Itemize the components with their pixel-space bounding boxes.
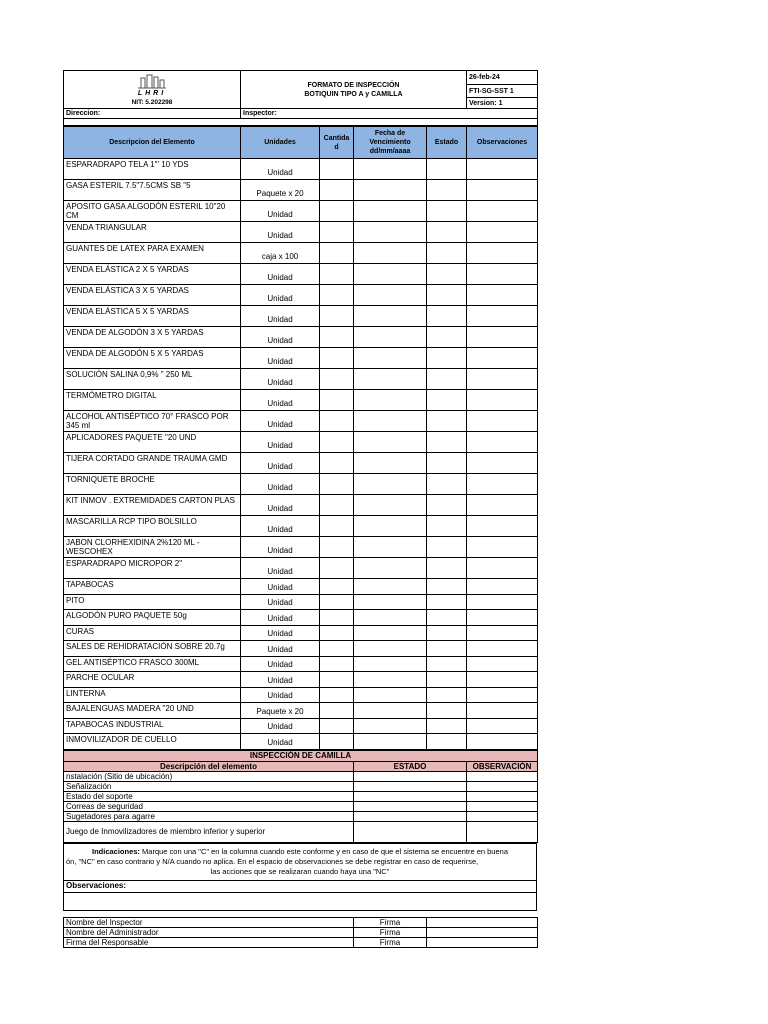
form-date: 26-feb-24 — [467, 71, 538, 85]
item-estado-cell[interactable] — [427, 537, 467, 558]
item-cantidad-cell[interactable] — [320, 180, 354, 201]
item-cantidad-cell[interactable] — [320, 285, 354, 306]
item-description: APLICADORES PAQUETE "20 UND — [64, 432, 241, 453]
item-unit: Unidad — [241, 159, 320, 180]
camilla-estado-cell[interactable] — [354, 811, 467, 821]
firma-signature-cell[interactable] — [427, 937, 538, 947]
camilla-row — [64, 801, 538, 811]
form-title — [241, 71, 467, 109]
item-fecha-cell[interactable] — [354, 734, 427, 750]
item-estado-cell[interactable] — [427, 348, 467, 369]
camilla-observacion-cell[interactable] — [467, 781, 538, 791]
item-estado-cell[interactable] — [427, 180, 467, 201]
item-cantidad-cell[interactable] — [320, 734, 354, 750]
item-row — [64, 656, 538, 672]
item-unit: caja x 100 — [241, 243, 320, 264]
item-row — [64, 306, 538, 327]
item-cantidad-cell[interactable] — [320, 537, 354, 558]
col-descripcion: Descripcion del Elemento — [64, 127, 241, 159]
camilla-observacion-cell[interactable] — [467, 801, 538, 811]
item-description: TORNIQUETE BROCHE — [64, 474, 241, 495]
camilla-estado-cell[interactable] — [354, 801, 467, 811]
item-estado-cell[interactable] — [427, 285, 467, 306]
camilla-observacion-cell[interactable] — [467, 821, 538, 842]
item-row — [64, 327, 538, 348]
item-fecha-cell[interactable] — [354, 558, 427, 579]
building-logo-icon — [137, 73, 167, 89]
item-cantidad-cell[interactable] — [320, 516, 354, 537]
indicaciones-line3: las acciones que se realizaran cuando haya una "NC" — [210, 866, 390, 876]
form-header — [63, 70, 538, 126]
item-description: CURAS — [64, 625, 241, 641]
col-estado: Estado — [427, 127, 467, 159]
item-observaciones-cell[interactable] — [467, 594, 538, 610]
item-unit: Unidad — [241, 495, 320, 516]
camilla-item-description: Correas de seguridad — [64, 801, 354, 811]
item-estado-cell[interactable] — [427, 411, 467, 432]
item-fecha-cell[interactable] — [354, 411, 427, 432]
camilla-item-description: Sugetadores para agarre — [64, 811, 354, 821]
item-description: LINTERNA — [64, 687, 241, 703]
item-estado-cell[interactable] — [427, 625, 467, 641]
item-fecha-cell[interactable] — [354, 390, 427, 411]
item-row — [64, 641, 538, 657]
item-cantidad-cell[interactable] — [320, 687, 354, 703]
firma-label: Firma — [354, 927, 427, 937]
col-unidades: Unidades — [241, 127, 320, 159]
item-observaciones-cell[interactable] — [467, 516, 538, 537]
item-observaciones-cell[interactable] — [467, 306, 538, 327]
firma-signature-cell[interactable] — [427, 917, 538, 927]
item-observaciones-cell[interactable] — [467, 703, 538, 719]
form-title-line1: FORMATO DE INSPECCIÓN — [307, 81, 400, 89]
item-unit: Unidad — [241, 610, 320, 626]
firma-rows — [64, 917, 538, 947]
item-row — [64, 285, 538, 306]
form-version: Version: 1 — [467, 98, 538, 109]
item-cantidad-cell[interactable] — [320, 411, 354, 432]
camilla-item-description: Juego de Inmovilizadores de miembro inferior y superior — [64, 821, 354, 842]
camilla-observacion-cell[interactable] — [467, 791, 538, 801]
item-unit: Unidad — [241, 656, 320, 672]
item-observaciones-cell[interactable] — [467, 243, 538, 264]
item-observaciones-cell[interactable] — [467, 432, 538, 453]
item-row — [64, 222, 538, 243]
logo-text: LHRI — [137, 89, 167, 97]
item-unit: Unidad — [241, 641, 320, 657]
item-row — [64, 201, 538, 222]
item-estado-cell[interactable] — [427, 610, 467, 626]
item-cantidad-cell[interactable] — [320, 625, 354, 641]
item-description: BAJALENGUAS MADERA "20 UND — [64, 703, 241, 719]
item-cantidad-cell[interactable] — [320, 656, 354, 672]
item-estado-cell[interactable] — [427, 687, 467, 703]
item-estado-cell[interactable] — [427, 558, 467, 579]
item-observaciones-cell[interactable] — [467, 222, 538, 243]
item-estado-cell[interactable] — [427, 495, 467, 516]
firma-signature-cell[interactable] — [427, 927, 538, 937]
camilla-row — [64, 771, 538, 781]
item-fecha-cell[interactable] — [354, 672, 427, 688]
item-unit: Unidad — [241, 672, 320, 688]
item-fecha-cell[interactable] — [354, 327, 427, 348]
item-unit: Unidad — [241, 734, 320, 750]
item-estado-cell[interactable] — [427, 718, 467, 734]
item-observaciones-cell[interactable] — [467, 718, 538, 734]
item-unit: Unidad — [241, 264, 320, 285]
item-unit: Unidad — [241, 718, 320, 734]
item-description: VENDA ELÁSTICA 3 X 5 YARDAS — [64, 285, 241, 306]
item-cantidad-cell[interactable] — [320, 579, 354, 595]
item-cantidad-cell[interactable] — [320, 641, 354, 657]
item-observaciones-cell[interactable] — [467, 369, 538, 390]
item-fecha-cell[interactable] — [354, 453, 427, 474]
items-table — [63, 126, 538, 750]
item-row — [64, 625, 538, 641]
inspector-field[interactable]: Inspector: — [241, 109, 538, 119]
item-fecha-cell[interactable] — [354, 306, 427, 327]
item-row — [64, 495, 538, 516]
camilla-item-description: Señalización — [64, 781, 354, 791]
item-observaciones-cell[interactable] — [467, 411, 538, 432]
item-unit: Unidad — [241, 474, 320, 495]
item-observaciones-cell[interactable] — [467, 453, 538, 474]
indicaciones-line1: Marque con una "C" en la columna cuando este conforme y en caso de que el sistema se encuentre en buena — [139, 846, 508, 856]
form-code: FTI-SG-SST 1 — [467, 85, 538, 98]
camilla-observacion-cell[interactable] — [467, 771, 538, 781]
item-observaciones-cell[interactable] — [467, 180, 538, 201]
item-row — [64, 734, 538, 750]
item-description: MASCARILLA RCP TIPO BOLSILLO — [64, 516, 241, 537]
item-fecha-cell[interactable] — [354, 594, 427, 610]
item-description: TERMÓMETRO DIGITAL — [64, 390, 241, 411]
item-estado-cell[interactable] — [427, 453, 467, 474]
camilla-col-estado: ESTADO — [354, 761, 467, 771]
item-cantidad-cell[interactable] — [320, 306, 354, 327]
camilla-estado-cell[interactable] — [354, 821, 467, 842]
item-cantidad-cell[interactable] — [320, 610, 354, 626]
item-row — [64, 453, 538, 474]
item-estado-cell[interactable] — [427, 159, 467, 180]
item-fecha-cell[interactable] — [354, 348, 427, 369]
firma-row — [64, 937, 538, 947]
item-observaciones-cell[interactable] — [467, 579, 538, 595]
item-row — [64, 558, 538, 579]
col-cantidad: Cantida d — [320, 127, 354, 159]
item-estado-cell[interactable] — [427, 327, 467, 348]
item-description: INMOVILIZADOR DE CUELLO — [64, 734, 241, 750]
item-unit: Unidad — [241, 594, 320, 610]
item-unit: Unidad — [241, 222, 320, 243]
item-description: TIJERA CORTADO GRANDE TRAUMA GMD — [64, 453, 241, 474]
item-cantidad-cell[interactable] — [320, 453, 354, 474]
item-description: VENDA DE ALGODÓN 3 X 5 YARDAS — [64, 327, 241, 348]
item-estado-cell[interactable] — [427, 243, 467, 264]
firmas-table — [63, 917, 538, 948]
item-description: SALES DE REHIDRATACIÓN SOBRE 20.7g — [64, 641, 241, 657]
item-cantidad-cell[interactable] — [320, 159, 354, 180]
form-title-line2: BOTIQUIN TIPO A y CAMILLA — [304, 90, 403, 98]
item-estado-cell[interactable] — [427, 201, 467, 222]
item-fecha-cell[interactable] — [354, 516, 427, 537]
item-estado-cell[interactable] — [427, 474, 467, 495]
item-fecha-cell[interactable] — [354, 285, 427, 306]
item-fecha-cell[interactable] — [354, 687, 427, 703]
item-observaciones-cell[interactable] — [467, 474, 538, 495]
camilla-col-desc: Descripción del elemento — [64, 761, 354, 771]
camilla-row — [64, 791, 538, 801]
item-row — [64, 687, 538, 703]
item-estado-cell[interactable] — [427, 369, 467, 390]
item-description: GUANTES DE LATEX PARA EXAMEN — [64, 243, 241, 264]
item-observaciones-cell[interactable] — [467, 537, 538, 558]
item-cantidad-cell[interactable] — [320, 718, 354, 734]
item-cantidad-cell[interactable] — [320, 672, 354, 688]
item-observaciones-cell[interactable] — [467, 348, 538, 369]
item-fecha-cell[interactable] — [354, 703, 427, 719]
nit: NIT: 5.202298 — [131, 98, 173, 106]
item-unit: Unidad — [241, 390, 320, 411]
item-fecha-cell[interactable] — [354, 432, 427, 453]
item-cantidad-cell[interactable] — [320, 264, 354, 285]
item-estado-cell[interactable] — [427, 390, 467, 411]
item-observaciones-cell[interactable] — [467, 285, 538, 306]
column-header-row — [64, 127, 538, 159]
item-estado-cell[interactable] — [427, 734, 467, 750]
item-cantidad-cell[interactable] — [320, 594, 354, 610]
camilla-row — [64, 821, 538, 842]
camilla-row — [64, 811, 538, 821]
item-cantidad-cell[interactable] — [320, 558, 354, 579]
item-estado-cell[interactable] — [427, 516, 467, 537]
item-observaciones-cell[interactable] — [467, 390, 538, 411]
item-row — [64, 718, 538, 734]
item-observaciones-cell[interactable] — [467, 327, 538, 348]
direccion-field[interactable]: Direccion: — [64, 109, 241, 119]
item-unit: Unidad — [241, 348, 320, 369]
item-observaciones-cell[interactable] — [467, 159, 538, 180]
item-unit: Unidad — [241, 327, 320, 348]
observaciones-label: Observaciones: — [64, 880, 537, 892]
camilla-col-obs: OBSERVACIÓN — [467, 761, 538, 771]
item-observaciones-cell[interactable] — [467, 558, 538, 579]
camilla-title: INSPECCIÓN DE CAMILLA — [64, 750, 538, 761]
camilla-rows — [64, 771, 538, 842]
camilla-item-description: Estado del soporte — [64, 791, 354, 801]
item-estado-cell[interactable] — [427, 656, 467, 672]
item-fecha-cell[interactable] — [354, 264, 427, 285]
item-unit: Unidad — [241, 369, 320, 390]
item-description: GASA ESTERIL 7.5"7.5CMS SB "5 — [64, 180, 241, 201]
item-estado-cell[interactable] — [427, 703, 467, 719]
item-description: VENDA DE ALGODÓN 5 X 5 YARDAS — [64, 348, 241, 369]
item-fecha-cell[interactable] — [354, 222, 427, 243]
item-row — [64, 537, 538, 558]
item-unit: Unidad — [241, 306, 320, 327]
item-fecha-cell[interactable] — [354, 474, 427, 495]
item-estado-cell[interactable] — [427, 672, 467, 688]
col-fecha: Fecha de Vencimiento dd/mm/aaaa — [354, 127, 427, 159]
item-cantidad-cell[interactable] — [320, 348, 354, 369]
item-cantidad-cell[interactable] — [320, 222, 354, 243]
item-unit: Unidad — [241, 411, 320, 432]
item-observaciones-cell[interactable] — [467, 610, 538, 626]
item-description: TAPABOCAS — [64, 579, 241, 595]
item-observaciones-cell[interactable] — [467, 687, 538, 703]
item-fecha-cell[interactable] — [354, 537, 427, 558]
item-row — [64, 411, 538, 432]
item-fecha-cell[interactable] — [354, 159, 427, 180]
item-unit: Unidad — [241, 285, 320, 306]
item-fecha-cell[interactable] — [354, 180, 427, 201]
item-row — [64, 703, 538, 719]
item-description: VENDA ELÁSTICA 2 X 5 YARDAS — [64, 264, 241, 285]
camilla-estado-cell[interactable] — [354, 781, 467, 791]
item-observaciones-cell[interactable] — [467, 734, 538, 750]
item-cantidad-cell[interactable] — [320, 474, 354, 495]
item-description: APOSITO GASA ALGODÓN ESTERIL 10"20 CM — [64, 201, 241, 222]
item-unit: Unidad — [241, 453, 320, 474]
item-description: ESPARADRAPO TELA 1"' 10 YDS — [64, 159, 241, 180]
item-description: ALCOHOL ANTISÉPTICO 70° FRASCO POR 345 ml — [64, 411, 241, 432]
item-cantidad-cell[interactable] — [320, 369, 354, 390]
item-fecha-cell[interactable] — [354, 369, 427, 390]
item-estado-cell[interactable] — [427, 222, 467, 243]
firma-row — [64, 917, 538, 927]
observaciones-field[interactable] — [64, 892, 537, 910]
item-fecha-cell[interactable] — [354, 610, 427, 626]
camilla-table — [63, 750, 538, 843]
item-description: ESPARADRAPO MICROPOR 2" — [64, 558, 241, 579]
camilla-item-description: nstalación (Sitio de ubicación) — [64, 771, 354, 781]
item-description: VENDA ELÁSTICA 5 X 5 YARDAS — [64, 306, 241, 327]
item-row — [64, 432, 538, 453]
item-fecha-cell[interactable] — [354, 243, 427, 264]
item-observaciones-cell[interactable] — [467, 656, 538, 672]
item-fecha-cell[interactable] — [354, 495, 427, 516]
item-fecha-cell[interactable] — [354, 656, 427, 672]
camilla-estado-cell[interactable] — [354, 791, 467, 801]
item-row — [64, 516, 538, 537]
item-estado-cell[interactable] — [427, 432, 467, 453]
item-description: SOLUCIÓN SALINA 0,9% " 250 ML — [64, 369, 241, 390]
item-observaciones-cell[interactable] — [467, 495, 538, 516]
item-row — [64, 610, 538, 626]
item-cantidad-cell[interactable] — [320, 703, 354, 719]
firma-row — [64, 927, 538, 937]
item-description: GEL ANTISÉPTICO FRASCO 300ML — [64, 656, 241, 672]
firma-label: Firma — [354, 937, 427, 947]
item-unit: Paquete x 20 — [241, 703, 320, 719]
item-observaciones-cell[interactable] — [467, 641, 538, 657]
item-cantidad-cell[interactable] — [320, 390, 354, 411]
camilla-row — [64, 781, 538, 791]
indicaciones-line2: ón, "NC" en caso contrario y N/A cuando no aplica. En el espacio de observaciones se debe registrar en caso de requerirse, — [66, 856, 479, 866]
item-estado-cell[interactable] — [427, 579, 467, 595]
item-row — [64, 348, 538, 369]
item-unit: Unidad — [241, 687, 320, 703]
item-row — [64, 180, 538, 201]
item-unit: Unidad — [241, 516, 320, 537]
item-cantidad-cell[interactable] — [320, 327, 354, 348]
item-estado-cell[interactable] — [427, 641, 467, 657]
item-observaciones-cell[interactable] — [467, 625, 538, 641]
item-estado-cell[interactable] — [427, 306, 467, 327]
item-row — [64, 369, 538, 390]
item-rows — [64, 159, 538, 750]
item-row — [64, 579, 538, 595]
item-unit: Unidad — [241, 201, 320, 222]
item-cantidad-cell[interactable] — [320, 243, 354, 264]
item-observaciones-cell[interactable] — [467, 201, 538, 222]
item-unit: Unidad — [241, 625, 320, 641]
item-row — [64, 159, 538, 180]
item-unit: Unidad — [241, 537, 320, 558]
firma-name-label[interactable]: Firma del Responsable — [64, 937, 354, 947]
item-fecha-cell[interactable] — [354, 579, 427, 595]
item-row — [64, 264, 538, 285]
indicaciones-label: Indicaciones: — [92, 846, 140, 856]
item-row — [64, 243, 538, 264]
item-unit: Unidad — [241, 558, 320, 579]
item-unit: Unidad — [241, 579, 320, 595]
item-unit: Paquete x 20 — [241, 180, 320, 201]
item-description: PARCHE OCULAR — [64, 672, 241, 688]
item-cantidad-cell[interactable] — [320, 201, 354, 222]
inspection-form — [63, 70, 537, 948]
item-row — [64, 390, 538, 411]
indicaciones-text — [64, 843, 537, 880]
item-description: TAPABOCAS INDUSTRIAL — [64, 718, 241, 734]
item-cantidad-cell[interactable] — [320, 495, 354, 516]
indicaciones-block — [63, 843, 537, 911]
firma-name-label[interactable]: Nombre del Administrador — [64, 927, 354, 937]
item-description: ALGODÓN PURO PAQUETE 50g — [64, 610, 241, 626]
item-cantidad-cell[interactable] — [320, 432, 354, 453]
item-unit: Unidad — [241, 432, 320, 453]
firma-label: Firma — [354, 917, 427, 927]
item-fecha-cell[interactable] — [354, 201, 427, 222]
logo-cell — [64, 71, 241, 109]
item-row — [64, 474, 538, 495]
item-observaciones-cell[interactable] — [467, 672, 538, 688]
item-estado-cell[interactable] — [427, 264, 467, 285]
item-description: KIT INMOV . EXTREMIDADES CARTON PLAS — [64, 495, 241, 516]
spacer-row — [64, 119, 538, 126]
camilla-observacion-cell[interactable] — [467, 811, 538, 821]
camilla-estado-cell[interactable] — [354, 771, 467, 781]
item-fecha-cell[interactable] — [354, 625, 427, 641]
item-row — [64, 672, 538, 688]
item-description: VENDA TRIANGULAR — [64, 222, 241, 243]
item-fecha-cell[interactable] — [354, 641, 427, 657]
firma-name-label[interactable]: Nombre del Inspector — [64, 917, 354, 927]
item-description: JABON CLORHEXIDINA 2%120 ML - WESCOHEX — [64, 537, 241, 558]
item-fecha-cell[interactable] — [354, 718, 427, 734]
item-estado-cell[interactable] — [427, 594, 467, 610]
col-observaciones: Observaciones — [467, 127, 538, 159]
item-observaciones-cell[interactable] — [467, 264, 538, 285]
item-description: PITO — [64, 594, 241, 610]
item-row — [64, 594, 538, 610]
